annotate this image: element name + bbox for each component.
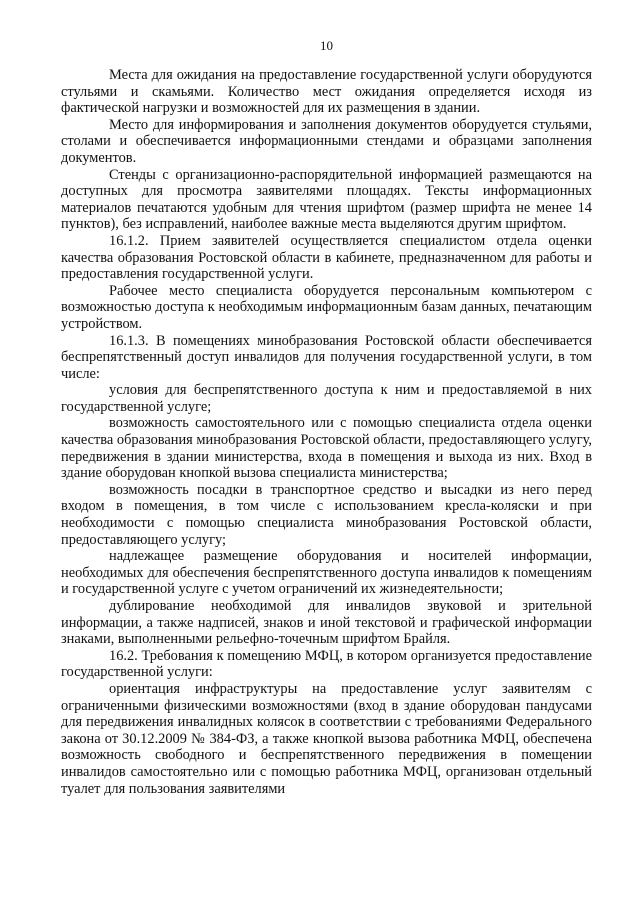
- paragraph-movement: возможность самостоятельного или с помощью специалиста отдела оценки качества образования минобразования Ростовской области, предоставляющего услугу, передвижения в здании министерства, входа в помещения и выхода из них. Вход в здание оборудован кнопкой вызова специалиста министерства;: [61, 415, 592, 482]
- paragraph-braille: дублирование необходимой для инвалидов звуковой и зрительной информации, а также надписей, знаков и иной текстовой и графической информации знаками, выполненными рельефно-точечным шрифтом Брайля.: [61, 598, 592, 648]
- paragraph-equipment-placement: надлежащее размещение оборудования и носителей информации, необходимых для обеспечения беспрепятственного доступа инвалидов к помещениям и государственной услуге с учетом ограничений их жизнедеятельности;: [61, 548, 592, 598]
- document-body: [61, 67, 592, 797]
- paragraph-information-place: Место для информирования и заполнения документов оборудуется стульями, столами и обеспечивается информационными стендами и образцами заполнения документов.: [61, 116, 592, 166]
- paragraph-vehicle-boarding: возможность посадки в транспортное средство и высадки из него перед входом в помещения, в том числе с использованием кресла-коляски и при необходимости с помощью специалиста минобразования Ростовской области, предоставляющего услугу;: [61, 481, 592, 548]
- paragraph-16-1-2: 16.1.2. Прием заявителей осуществляется специалистом отдела оценки качества образования Ростовской области в кабинете, предназначенном для работы и предоставления государственной услуги.: [61, 232, 592, 283]
- page-number: 10: [320, 38, 333, 53]
- paragraph-16-2: 16.2. Требования к помещению МФЦ, в котором организуется предоставление государственной услуги:: [61, 647, 592, 681]
- paragraph-info-stands: Стенды с организационно-распорядительной информацией размещаются на доступных для просмотра заявителями площадях. Тексты информационных материалов печатаются удобным для чтения шрифтом (размер шрифта не менее 14 пунктов), без исправлений, наиболее важные места выделяются другим шрифтом.: [61, 166, 592, 233]
- paragraph-workplace: Рабочее место специалиста оборудуется персональным компьютером с возможностью доступа к необходимым информационным базам данных, печатающим устройством.: [61, 282, 592, 332]
- paragraph-waiting-places: Места для ожидания на предоставление государственной услуги оборудуются стульями и скамьями. Количество мест ожидания определяется исходя из фактической нагрузки и возможностей для их размещения в здании.: [61, 67, 592, 117]
- paragraph-infrastructure: ориентация инфраструктуры на предоставление услуг заявителям с ограниченными физическими возможностями (вход в здание оборудован пандусами для передвижения инвалидных колясок в соответствии с требованиями Федерального закона от 30.12.2009 № 384-ФЗ, а также кнопкой вызова работника МФЦ, обеспечена возможность свободного и беспрепятственного передвижения в помещении инвалидов самостоятельно или с помощью работника МФЦ, организован отдельный туалет для пользования заявителями: [61, 680, 592, 797]
- paragraph-16-1-3: 16.1.3. В помещениях минобразования Ростовской области обеспечивается беспрепятственный доступ инвалидов для получения государственной услуги, в том числе:: [61, 332, 592, 382]
- paragraph-access-conditions: условия для беспрепятственного доступа к ним и предоставляемой в них государственной услуге;: [61, 382, 592, 415]
